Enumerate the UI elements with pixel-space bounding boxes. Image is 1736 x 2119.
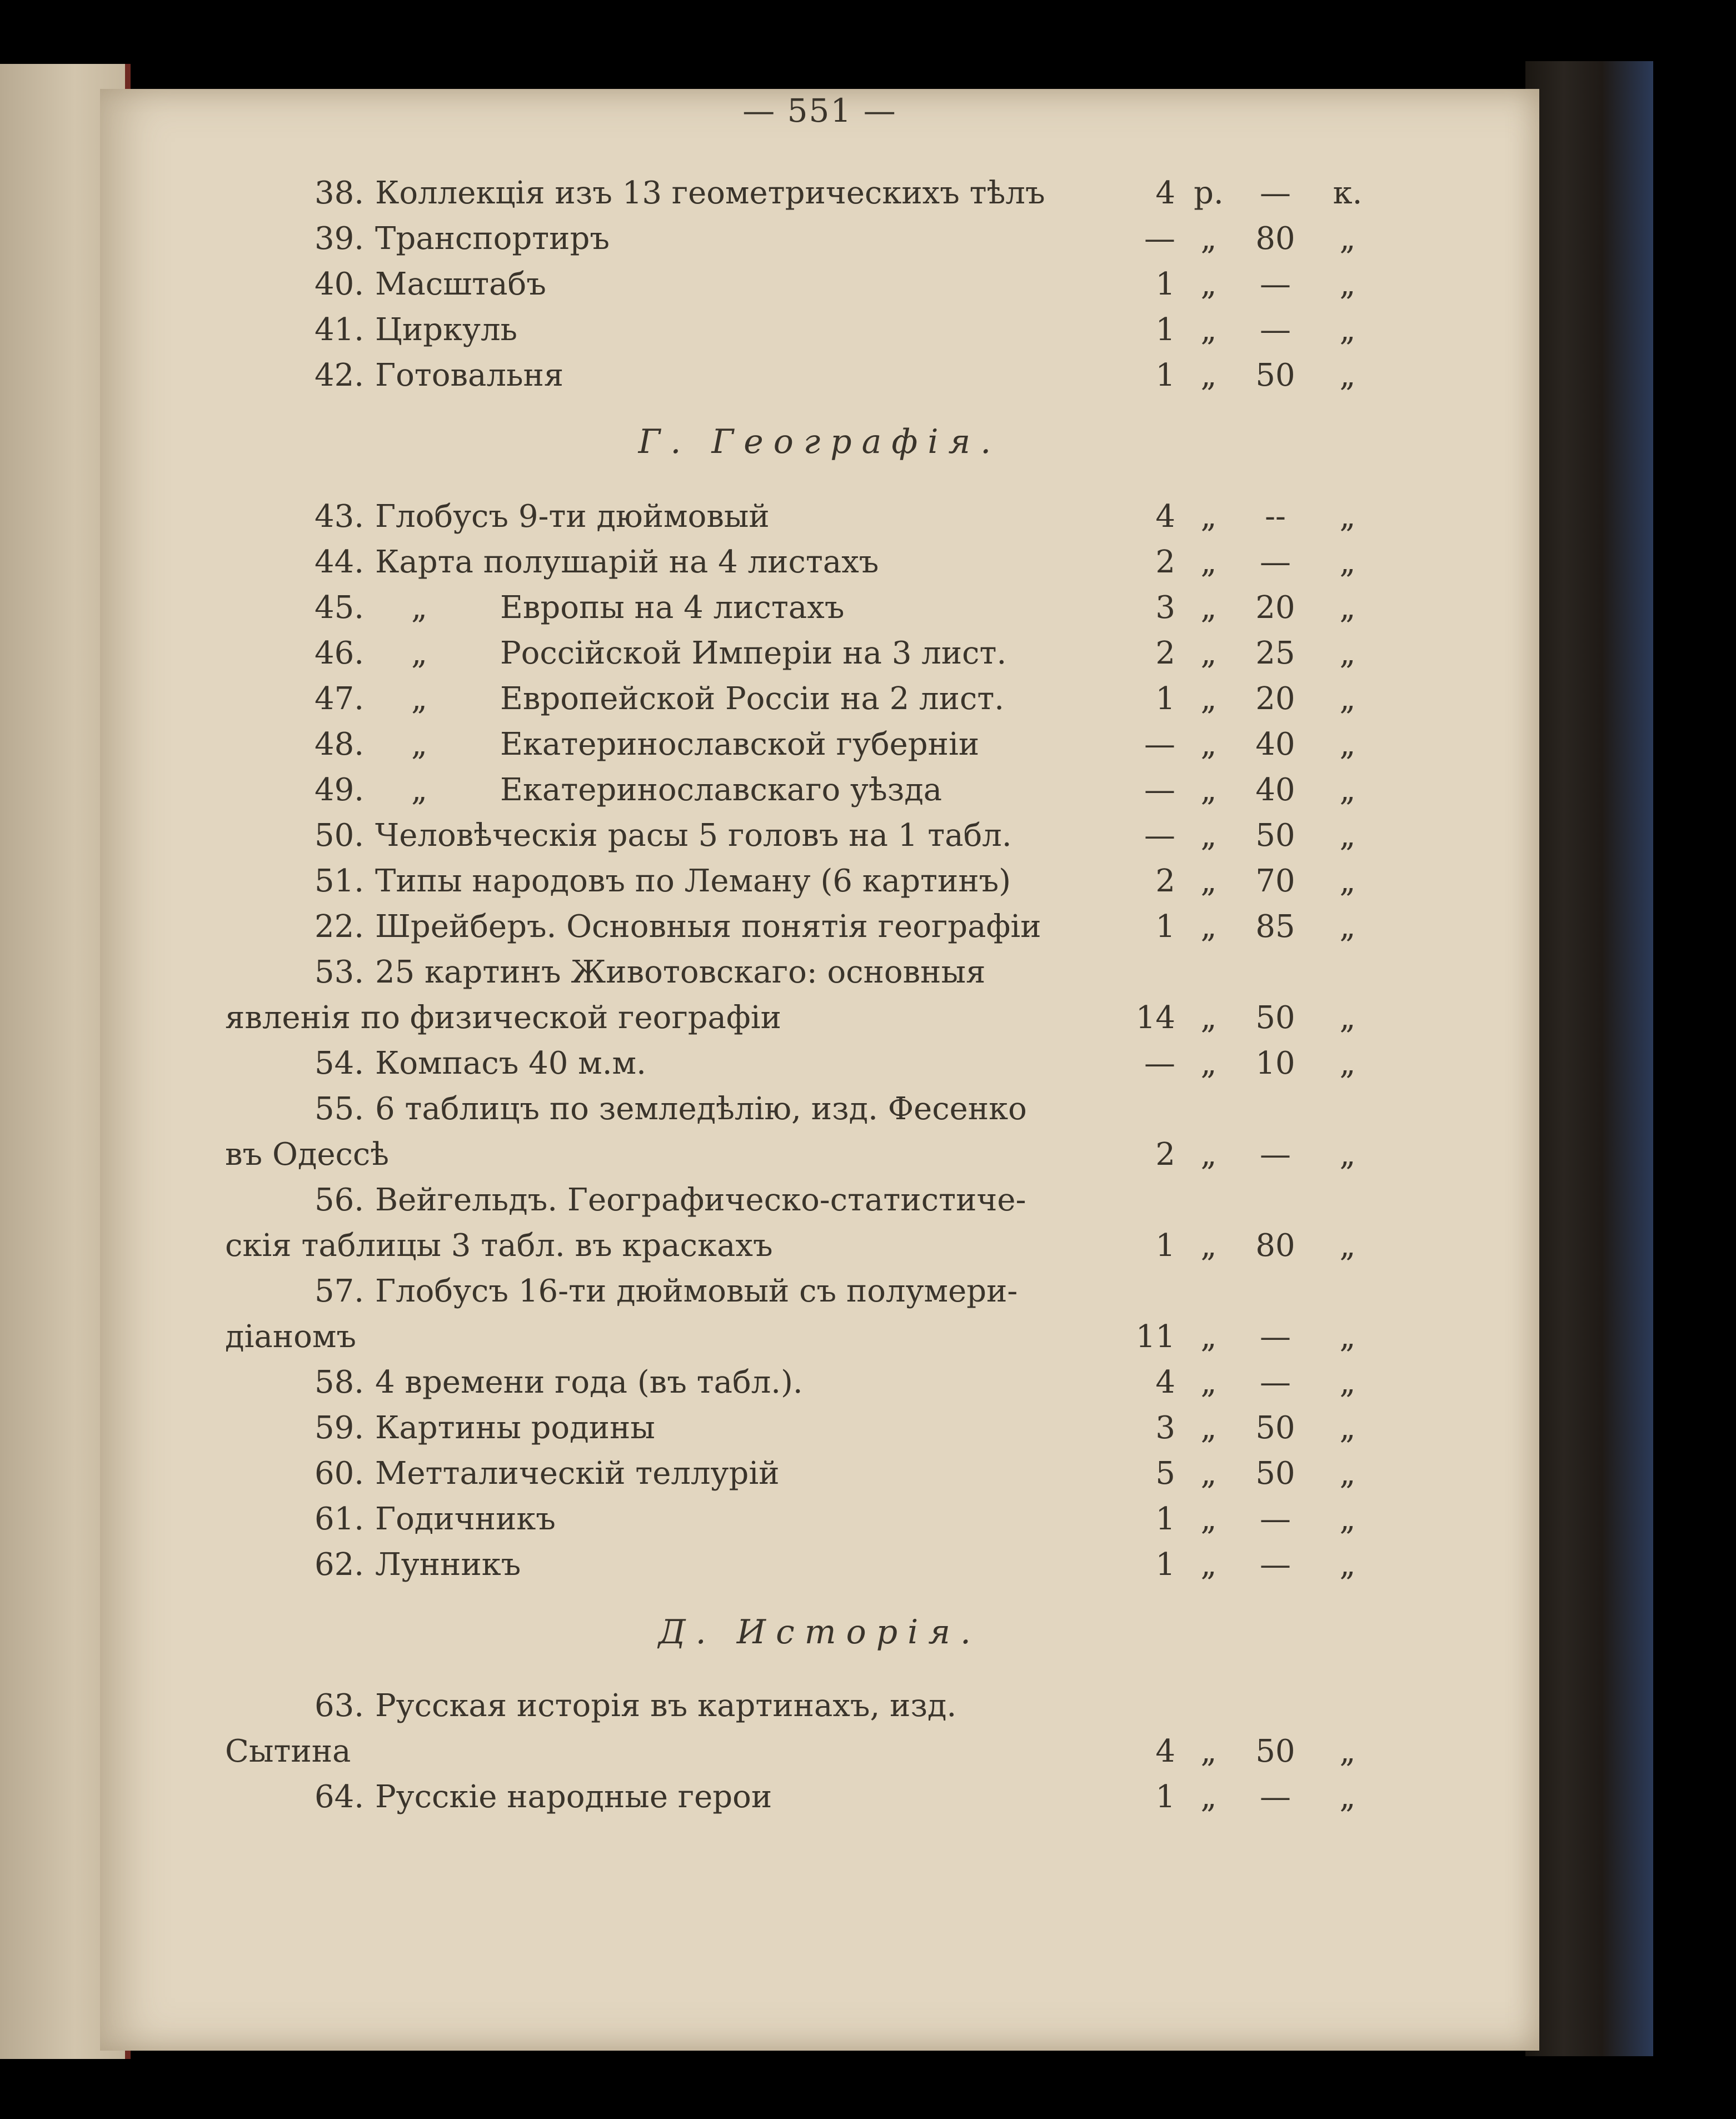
kopecks-unit: „ [1339,1228,1356,1264]
kopecks-unit: „ [1339,1410,1356,1446]
item-kopecks: 50 [1255,1410,1295,1446]
item-kopecks: 50 [1255,1733,1295,1769]
item-kopecks: 50 [1255,1000,1295,1036]
list-item [100,631,1539,676]
rubles-unit: „ [1200,312,1217,348]
item-name-line2: въ Одессѣ [225,1136,389,1173]
item-number: 51. [314,863,364,899]
item-rubles: 4 [1155,498,1175,535]
rubles-unit: р. [1194,175,1224,211]
rubles-unit: „ [1200,357,1217,393]
list-item [100,308,1539,352]
item-rubles: 2 [1155,1136,1175,1173]
item-name-line2: скія таблицы 3 табл. въ краскахъ [225,1228,773,1264]
list-item-continuation [100,1315,1539,1359]
list-item [100,171,1539,216]
kopecks-unit: „ [1339,544,1356,580]
list-item [100,353,1539,398]
item-rubles: 4 [1155,1364,1175,1400]
list-item [100,1269,1539,1314]
item-number: 54. [314,1045,364,1081]
kopecks-unit: „ [1339,312,1356,348]
item-number: 60. [314,1455,364,1492]
item-number: 22. [314,909,364,945]
item-kopecks: 40 [1255,772,1295,808]
item-kopecks: 70 [1255,863,1295,899]
list-item [100,814,1539,858]
item-number: 38. [314,175,364,211]
item-rubles: 4 [1155,175,1175,211]
kopecks-unit: „ [1339,1136,1356,1173]
list-item [100,859,1539,904]
item-name: Картины родины [375,1410,655,1446]
list-item [100,1775,1539,1819]
ditto-mark: „ [411,772,428,808]
rubles-unit: „ [1200,590,1217,626]
rubles-unit: „ [1200,1136,1217,1173]
list-item-continuation [100,1729,1539,1774]
kopecks-unit: „ [1339,635,1356,671]
item-number: 45. [314,590,364,626]
item-kopecks: — [1260,544,1291,580]
item-name: 4 времени года (въ табл.). [375,1364,803,1400]
item-number: 48. [314,726,364,762]
item-number: 46. [314,635,364,671]
item-kopecks: 20 [1255,590,1295,626]
list-item-continuation [100,1133,1539,1177]
item-kopecks: — [1260,1136,1291,1173]
item-name: Россійской Имперіи на 3 лист. [500,635,1007,671]
item-number: 59. [314,1410,364,1446]
item-rubles: — [1144,726,1175,762]
item-number: 55. [314,1091,364,1127]
item-rubles: 1 [1155,1547,1175,1583]
item-name: Масштабъ [375,266,546,302]
item-name-line1: Вейгельдъ. Географическо-статистиче- [375,1182,1026,1218]
item-kopecks: — [1260,1501,1291,1537]
kopecks-unit: „ [1339,266,1356,302]
list-item [100,722,1539,767]
kopecks-unit: „ [1339,590,1356,626]
rubles-unit: „ [1200,1045,1217,1081]
item-number: 44. [314,544,364,580]
item-name: Шрейберъ. Основныя понятія географіи [375,909,1041,945]
list-item [100,1360,1539,1405]
item-name-line1: 6 таблицъ по земледѣлію, изд. Фесенко [375,1091,1027,1127]
rubles-unit: „ [1200,498,1217,535]
list-item [100,1087,1539,1131]
item-rubles: 1 [1155,681,1175,717]
kopecks-unit: „ [1339,863,1356,899]
item-kopecks: 20 [1255,681,1295,717]
rubles-unit: „ [1200,1501,1217,1537]
list-item [100,677,1539,721]
kopecks-unit: „ [1339,726,1356,762]
kopecks-unit: „ [1339,221,1356,257]
item-name: Лунникъ [375,1547,521,1583]
item-rubles: 1 [1155,312,1175,348]
item-rubles: 14 [1135,1000,1175,1036]
kopecks-unit: „ [1339,1000,1356,1036]
item-kopecks: 50 [1255,817,1295,854]
item-rubles: 3 [1155,1410,1175,1446]
item-kopecks: 50 [1255,1455,1295,1492]
item-number: 43. [314,498,364,535]
rubles-unit: „ [1200,681,1217,717]
list-item [100,262,1539,307]
ditto-mark: „ [411,681,428,717]
item-rubles: 1 [1155,1228,1175,1264]
rubles-unit: „ [1200,221,1217,257]
rubles-unit: „ [1200,1228,1217,1264]
item-name-line1: Русская исторія въ картинахъ, изд. [375,1688,957,1724]
ditto-mark: „ [411,635,428,671]
item-name: Типы народовъ по Леману (6 картинъ) [375,863,1011,899]
rubles-unit: „ [1200,1733,1217,1769]
kopecks-unit: „ [1339,498,1356,535]
list-item [100,768,1539,812]
rubles-unit: „ [1200,1455,1217,1492]
rubles-unit: „ [1200,544,1217,580]
item-name: Коллекція изъ 13 геометрическихъ тѣлъ [375,175,1045,211]
list-item [100,1497,1539,1542]
item-name: Циркуль [375,312,518,348]
item-name-line1: Глобусъ 16-ти дюймовый съ полумери- [375,1273,1018,1309]
item-rubles: 1 [1155,1779,1175,1815]
rubles-unit: „ [1200,726,1217,762]
kopecks-unit: „ [1339,817,1356,854]
kopecks-unit: „ [1339,1779,1356,1815]
list-item [100,1684,1539,1728]
item-kopecks: 85 [1255,909,1295,945]
book-spine [1525,61,1653,2056]
item-rubles: — [1144,772,1175,808]
item-name: Екатеринославскаго уѣзда [500,772,942,808]
item-number: 40. [314,266,364,302]
kopecks-unit: к. [1333,175,1363,211]
kopecks-unit: „ [1339,772,1356,808]
item-number: 58. [314,1364,364,1400]
item-name: Годичникъ [375,1501,556,1537]
item-kopecks: — [1260,1319,1291,1355]
list-item [100,950,1539,995]
kopecks-unit: „ [1339,1455,1356,1492]
rubles-unit: „ [1200,1779,1217,1815]
item-rubles: — [1144,1045,1175,1081]
item-rubles: 5 [1155,1455,1175,1492]
item-kopecks: 25 [1255,635,1295,671]
kopecks-unit: „ [1339,1319,1356,1355]
list-item [100,217,1539,261]
item-number: 39. [314,221,364,257]
item-kopecks: 10 [1255,1045,1295,1081]
item-name-line2: діаномъ [225,1319,357,1355]
rubles-unit: „ [1200,1547,1217,1583]
item-number: 42. [314,357,364,393]
item-kopecks: — [1260,175,1291,211]
item-kopecks: — [1260,1364,1291,1400]
rubles-unit: „ [1200,817,1217,854]
kopecks-unit: „ [1339,681,1356,717]
list-item [100,540,1539,585]
item-name: Компасъ 40 м.м. [375,1045,646,1081]
rubles-unit: „ [1200,1410,1217,1446]
rubles-unit: „ [1200,1364,1217,1400]
rubles-unit: „ [1200,909,1217,945]
list-item [100,1178,1539,1223]
item-rubles: 1 [1155,1501,1175,1537]
item-number: 56. [314,1182,364,1218]
rubles-unit: „ [1200,635,1217,671]
list-item [100,495,1539,539]
item-kopecks: — [1260,1779,1291,1815]
item-name: Готовальня [375,357,564,393]
rubles-unit: „ [1200,266,1217,302]
book-page [100,89,1539,2051]
kopecks-unit: „ [1339,1045,1356,1081]
item-name: Человѣческія расы 5 головъ на 1 табл. [375,817,1012,854]
list-item [100,1543,1539,1587]
list-item [100,1041,1539,1086]
item-rubles: — [1144,221,1175,257]
kopecks-unit: „ [1339,1364,1356,1400]
item-number: 63. [314,1688,364,1724]
item-number: 41. [314,312,364,348]
ditto-mark: „ [411,590,428,626]
item-kopecks: 40 [1255,726,1295,762]
item-kopecks: — [1260,312,1291,348]
item-rubles: 2 [1155,544,1175,580]
item-number: 57. [314,1273,364,1309]
item-name: Глобусъ 9-ти дюймовый [375,498,770,535]
list-item-continuation [100,1224,1539,1268]
item-rubles: 1 [1155,357,1175,393]
list-item [100,905,1539,949]
kopecks-unit: „ [1339,1501,1356,1537]
section-heading-history: Д. Исторія. [658,1613,981,1652]
item-name-line2: Сытина [225,1733,351,1769]
item-rubles: 1 [1155,266,1175,302]
item-kopecks: 50 [1255,357,1295,393]
item-kopecks: 80 [1255,221,1295,257]
item-number: 49. [314,772,364,808]
item-name: Транспортиръ [375,221,610,257]
item-number: 61. [314,1501,364,1537]
section-heading-geography: Г. Географія. [638,422,1001,461]
kopecks-unit: „ [1339,357,1356,393]
ditto-mark: „ [411,726,428,762]
item-rubles: — [1144,817,1175,854]
item-name: Европейской Россіи на 2 лист. [500,681,1005,717]
list-item [100,1452,1539,1496]
item-number: 53. [314,954,364,990]
item-name: Русскіе народные герои [375,1779,772,1815]
rubles-unit: „ [1200,1319,1217,1355]
item-number: 64. [314,1779,364,1815]
item-name: Метталическій теллурій [375,1455,780,1492]
kopecks-unit: „ [1339,909,1356,945]
item-name: Карта полушарій на 4 листахъ [375,544,879,580]
rubles-unit: „ [1200,863,1217,899]
item-name-line2: явленія по физической географіи [225,1000,781,1036]
item-name: Европы на 4 листахъ [500,590,845,626]
item-rubles: 3 [1155,590,1175,626]
item-number: 62. [314,1547,364,1583]
item-rubles: 4 [1155,1733,1175,1769]
item-rubles: 2 [1155,635,1175,671]
kopecks-unit: „ [1339,1547,1356,1583]
item-kopecks: — [1260,1547,1291,1583]
item-rubles: 1 [1155,909,1175,945]
item-number: 47. [314,681,364,717]
item-kopecks: — [1260,266,1291,302]
item-name: Екатеринославской губерніи [500,726,980,762]
item-rubles: 11 [1135,1319,1175,1355]
page-number: — 551 — [742,92,897,129]
item-number: 50. [314,817,364,854]
item-rubles: 2 [1155,863,1175,899]
list-item [100,586,1539,630]
rubles-unit: „ [1200,772,1217,808]
list-item [100,1406,1539,1450]
item-kopecks: 80 [1255,1228,1295,1264]
item-kopecks: -- [1265,498,1286,535]
item-name-line1: 25 картинъ Животовскаго: основныя [375,954,986,990]
kopecks-unit: „ [1339,1733,1356,1769]
rubles-unit: „ [1200,1000,1217,1036]
list-item-continuation [100,996,1539,1040]
